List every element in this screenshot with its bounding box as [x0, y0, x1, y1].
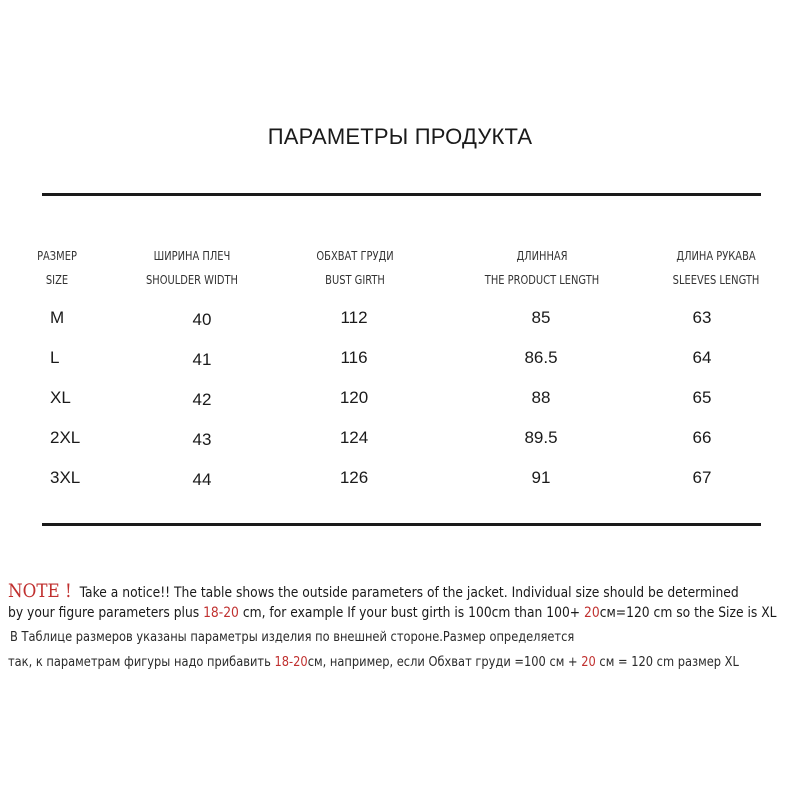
note-highlight: 18-20 — [274, 655, 308, 670]
shoulder-cell: 40 — [192, 310, 212, 329]
length-cell: 86.5 — [524, 348, 558, 367]
note-line-3 — [10, 630, 714, 645]
header-sleeves-ru: ДЛИНА РУКАВА — [676, 248, 756, 263]
note-text: см = 120 cm размер XL — [595, 655, 739, 670]
bust-cell: 112 — [340, 308, 368, 327]
sleeves-cell: 63 — [692, 308, 712, 327]
note-text: cm, for example If your bust girth is 100cm than 100+ — [238, 605, 585, 621]
bust-cell: 116 — [340, 348, 368, 367]
header-bust-en: BUST GIRTH — [325, 272, 385, 287]
size-cell: 3XL — [50, 468, 81, 487]
bust-cell: 126 — [339, 468, 369, 487]
note-highlight: 20 — [581, 655, 596, 670]
size-cell: M — [50, 308, 65, 327]
bottom-divider — [42, 523, 761, 526]
shoulder-cell: 42 — [192, 390, 212, 409]
note-highlight: 20 — [584, 605, 600, 621]
note-text: так, к параметрам фигуры надо прибавить — [8, 655, 275, 670]
bust-cell: 120 — [339, 388, 369, 407]
header-size — [26, 244, 88, 292]
shoulder-cell: 41 — [192, 350, 212, 369]
note-label: NOTE ! — [8, 580, 72, 602]
note-line-4 — [8, 655, 739, 670]
note-text: см, например, если Обхват груди =100 см + — [307, 655, 582, 670]
note-line-1 — [8, 580, 739, 602]
shoulder-cell: 43 — [192, 430, 212, 449]
header-length-en: THE PRODUCT LENGTH — [484, 272, 600, 287]
header-sleeves — [656, 244, 776, 292]
length-cell: 85 — [531, 308, 551, 327]
header-shoulder — [130, 244, 253, 292]
top-divider — [42, 193, 761, 196]
note-text: cм=120 cm so the Size is XL — [599, 605, 777, 621]
note-text-1: Take a notice!! The table shows the outside parameters of the jacket. Individual size should be determined — [79, 585, 739, 601]
sleeves-cell: 67 — [692, 468, 712, 487]
header-bust — [298, 244, 412, 292]
sleeves-cell: 65 — [692, 388, 712, 407]
header-shoulder-ru: ШИРИНА ПЛЕЧ — [153, 248, 231, 263]
bust-cell: 124 — [339, 428, 369, 447]
header-bust-ru: ОБХВАТ ГРУДИ — [316, 248, 394, 263]
size-cell: 2XL — [50, 428, 81, 447]
header-sleeves-en: SLEEVES LENGTH — [672, 272, 760, 287]
sleeves-cell: 66 — [692, 428, 712, 447]
note-text: by your figure parameters plus — [8, 605, 204, 621]
header-size-ru: РАЗМЕР — [37, 248, 77, 263]
length-cell: 89.5 — [524, 428, 558, 447]
note-text-ru: В Таблице размеров указаны параметры изделия по внешней стороне.Размер определяется — [10, 630, 575, 645]
sleeves-cell: 64 — [692, 348, 712, 367]
page-title: ПАРАМЕТРЫ ПРОДУКТА — [267, 124, 533, 149]
length-cell: 88 — [531, 388, 551, 407]
size-cell: XL — [50, 388, 71, 407]
header-length-ru: ДЛИННАЯ — [516, 248, 568, 263]
length-cell: 91 — [531, 468, 551, 487]
shoulder-cell: 44 — [192, 470, 212, 489]
note-highlight: 18-20 — [203, 605, 239, 621]
header-size-en: SIZE — [45, 272, 69, 287]
header-length — [463, 244, 621, 292]
size-cell: L — [50, 348, 60, 367]
note-line-2 — [8, 605, 777, 621]
header-shoulder-en: SHOULDER WIDTH — [146, 272, 238, 287]
